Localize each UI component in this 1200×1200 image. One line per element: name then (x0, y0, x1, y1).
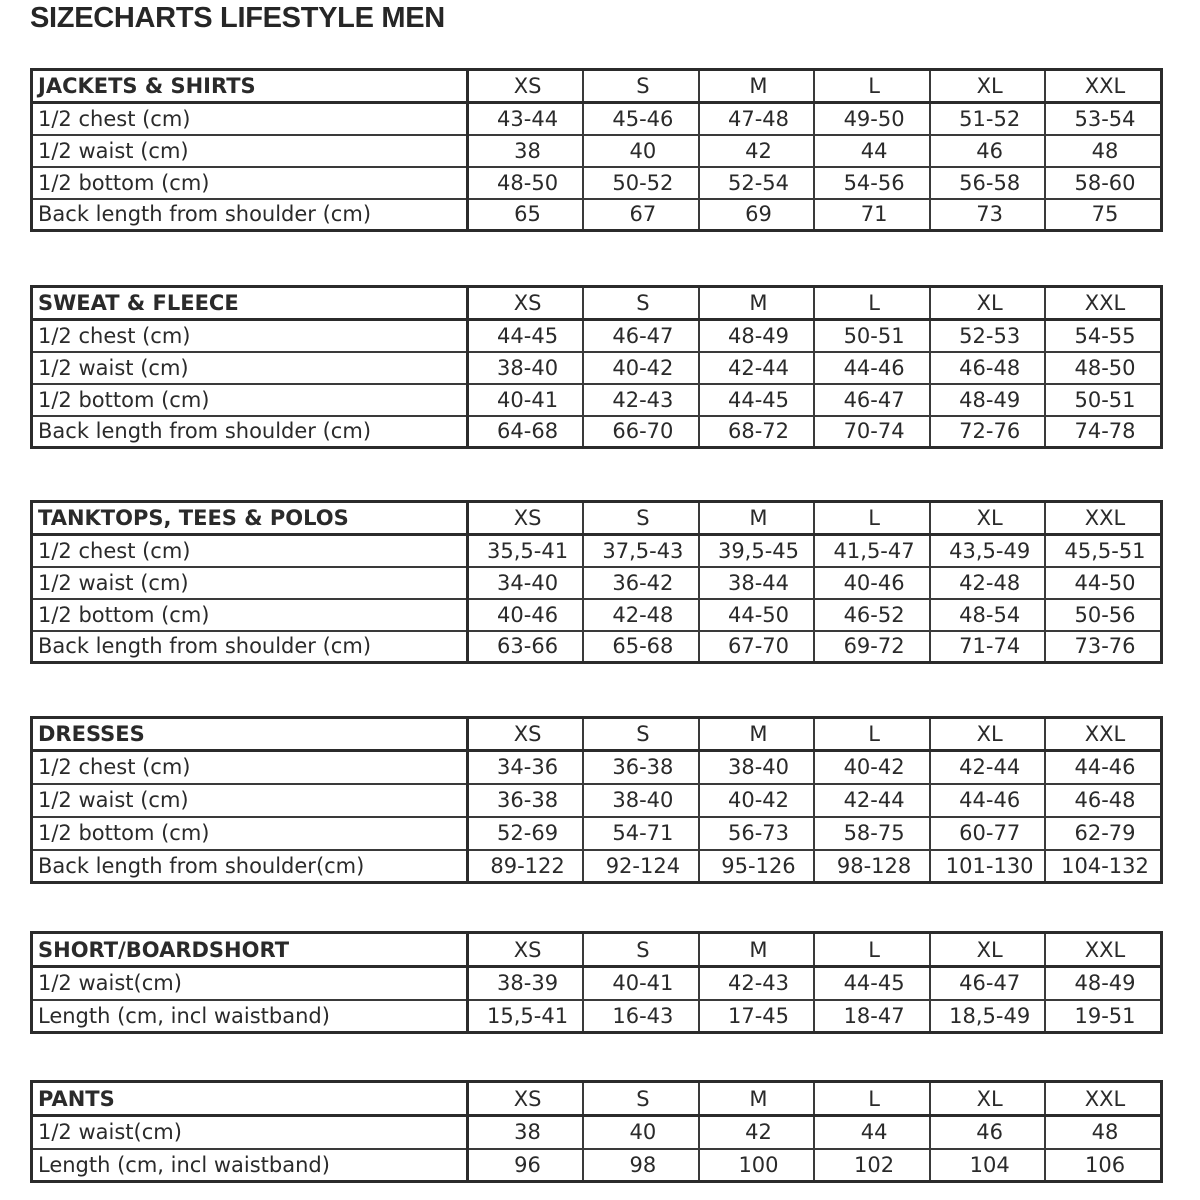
size-header-xxl: XXL (1045, 1082, 1161, 1116)
measurement-label: 1/2 waist(cm) (32, 967, 468, 1000)
size-value: 56-73 (699, 817, 815, 850)
size-value: 48-49 (930, 384, 1046, 416)
size-value: 40-42 (699, 784, 815, 817)
size-header-l: L (814, 70, 930, 103)
table-row (32, 850, 1162, 883)
measurement-label: 1/2 bottom (cm) (32, 817, 468, 850)
size-value: 42 (699, 1116, 815, 1149)
size-value: 46-47 (814, 384, 930, 416)
size-value: 35,5-41 (468, 535, 584, 567)
size-value: 38-39 (468, 967, 584, 1000)
size-value: 72-76 (930, 416, 1046, 448)
size-header-xl: XL (930, 933, 1046, 967)
size-value: 71-74 (930, 631, 1046, 663)
size-value: 104-132 (1045, 850, 1161, 883)
size-table-sweat-fleece (30, 285, 1163, 449)
table-row (32, 135, 1162, 167)
size-value: 65-68 (583, 631, 699, 663)
table-header-row (32, 70, 1162, 103)
measurement-label: 1/2 waist (cm) (32, 784, 468, 817)
size-value: 45-46 (583, 103, 699, 135)
size-value: 18,5-49 (930, 1000, 1046, 1033)
size-value: 36-38 (468, 784, 584, 817)
size-value: 48 (1045, 135, 1161, 167)
size-value: 42 (699, 135, 815, 167)
size-header-xs: XS (468, 1082, 584, 1116)
size-header-xs: XS (468, 287, 584, 320)
size-value: 51-52 (930, 103, 1046, 135)
size-value: 44-45 (814, 967, 930, 1000)
measurement-label: 1/2 waist (cm) (32, 352, 468, 384)
size-value: 68-72 (699, 416, 815, 448)
size-value: 43,5-49 (930, 535, 1046, 567)
size-value: 44-50 (699, 599, 815, 631)
size-value: 40-46 (468, 599, 584, 631)
table-row (32, 384, 1162, 416)
size-value: 44-46 (930, 784, 1046, 817)
size-value: 40-42 (814, 751, 930, 784)
size-value: 71 (814, 199, 930, 231)
measurement-label: 1/2 chest (cm) (32, 320, 468, 352)
size-value: 17-45 (699, 1000, 815, 1033)
size-header-s: S (583, 933, 699, 967)
size-value: 46-48 (930, 352, 1046, 384)
size-value: 50-51 (814, 320, 930, 352)
table-row (32, 416, 1162, 448)
size-value: 16-43 (583, 1000, 699, 1033)
size-value: 75 (1045, 199, 1161, 231)
size-value: 89-122 (468, 850, 584, 883)
size-value: 43-44 (468, 103, 584, 135)
table-row (32, 751, 1162, 784)
table-header-row (32, 933, 1162, 967)
table-category-title: JACKETS & SHIRTS (32, 70, 468, 103)
size-value: 42-48 (583, 599, 699, 631)
size-value: 95-126 (699, 850, 815, 883)
size-table-jackets-shirts (30, 68, 1163, 232)
size-value: 52-54 (699, 167, 815, 199)
size-value: 52-53 (930, 320, 1046, 352)
measurement-label: 1/2 bottom (cm) (32, 384, 468, 416)
table-header-row (32, 718, 1162, 751)
size-value: 48-50 (468, 167, 584, 199)
measurement-label: Back length from shoulder(cm) (32, 850, 468, 883)
size-value: 48-49 (1045, 967, 1161, 1000)
size-header-l: L (814, 933, 930, 967)
size-table-tanktops-tees-polos (30, 500, 1163, 664)
size-value: 54-71 (583, 817, 699, 850)
size-value: 38-40 (583, 784, 699, 817)
table-row (32, 567, 1162, 599)
size-value: 46-47 (583, 320, 699, 352)
size-header-m: M (699, 718, 815, 751)
size-value: 36-38 (583, 751, 699, 784)
measurement-label: 1/2 waist(cm) (32, 1116, 468, 1149)
table-row (32, 1149, 1162, 1182)
size-table-pants (30, 1080, 1163, 1183)
size-value: 44-46 (814, 352, 930, 384)
table-row (32, 352, 1162, 384)
size-value: 44-45 (699, 384, 815, 416)
table-row (32, 967, 1162, 1000)
size-value: 104 (930, 1149, 1046, 1182)
table-row (32, 1000, 1162, 1033)
size-header-xs: XS (468, 933, 584, 967)
size-value: 44 (814, 135, 930, 167)
size-value: 42-43 (699, 967, 815, 1000)
size-value: 106 (1045, 1149, 1161, 1182)
measurement-label: 1/2 waist (cm) (32, 567, 468, 599)
measurement-label: 1/2 chest (cm) (32, 535, 468, 567)
size-value: 40-42 (583, 352, 699, 384)
size-value: 50-56 (1045, 599, 1161, 631)
size-value: 38 (468, 1116, 584, 1149)
size-value: 69-72 (814, 631, 930, 663)
size-value: 58-75 (814, 817, 930, 850)
size-value: 46-52 (814, 599, 930, 631)
size-value: 41,5-47 (814, 535, 930, 567)
size-value: 53-54 (1045, 103, 1161, 135)
size-value: 42-48 (930, 567, 1046, 599)
size-value: 67-70 (699, 631, 815, 663)
size-header-s: S (583, 70, 699, 103)
size-value: 38-40 (699, 751, 815, 784)
size-header-m: M (699, 502, 815, 535)
size-value: 40-41 (468, 384, 584, 416)
size-header-xs: XS (468, 70, 584, 103)
size-header-m: M (699, 933, 815, 967)
page-title: SIZECHARTS LIFESTYLE MEN (30, 2, 445, 34)
size-value: 66-70 (583, 416, 699, 448)
measurement-label: Back length from shoulder (cm) (32, 199, 468, 231)
size-header-s: S (583, 718, 699, 751)
size-value: 46-48 (1045, 784, 1161, 817)
size-header-m: M (699, 70, 815, 103)
size-value: 18-47 (814, 1000, 930, 1033)
size-value: 50-51 (1045, 384, 1161, 416)
size-value: 38-44 (699, 567, 815, 599)
size-header-xl: XL (930, 1082, 1046, 1116)
size-value: 47-48 (699, 103, 815, 135)
size-header-xl: XL (930, 718, 1046, 751)
table-category-title: DRESSES (32, 718, 468, 751)
size-value: 42-43 (583, 384, 699, 416)
table-row (32, 103, 1162, 135)
size-value: 100 (699, 1149, 815, 1182)
size-value: 48-50 (1045, 352, 1161, 384)
size-value: 40-46 (814, 567, 930, 599)
size-value: 34-36 (468, 751, 584, 784)
size-value: 92-124 (583, 850, 699, 883)
size-value: 44 (814, 1116, 930, 1149)
size-header-xl: XL (930, 287, 1046, 320)
table-category-title: SHORT/BOARDSHORT (32, 933, 468, 967)
measurement-label: Back length from shoulder (cm) (32, 631, 468, 663)
size-value: 15,5-41 (468, 1000, 584, 1033)
measurement-label: 1/2 bottom (cm) (32, 599, 468, 631)
size-header-xs: XS (468, 718, 584, 751)
size-value: 48-49 (699, 320, 815, 352)
size-header-xs: XS (468, 502, 584, 535)
size-value: 63-66 (468, 631, 584, 663)
size-value: 98-128 (814, 850, 930, 883)
size-value: 74-78 (1045, 416, 1161, 448)
size-value: 98 (583, 1149, 699, 1182)
measurement-label: 1/2 chest (cm) (32, 103, 468, 135)
table-row (32, 631, 1162, 663)
table-row (32, 817, 1162, 850)
size-value: 45,5-51 (1045, 535, 1161, 567)
size-header-xxl: XXL (1045, 718, 1161, 751)
size-value: 54-55 (1045, 320, 1161, 352)
size-value: 48 (1045, 1116, 1161, 1149)
size-value: 52-69 (468, 817, 584, 850)
size-value: 69 (699, 199, 815, 231)
size-header-l: L (814, 1082, 930, 1116)
table-row (32, 1116, 1162, 1149)
size-value: 65 (468, 199, 584, 231)
measurement-label: Length (cm, incl waistband) (32, 1149, 468, 1182)
size-value: 101-130 (930, 850, 1046, 883)
size-header-xxl: XXL (1045, 933, 1161, 967)
measurement-label: 1/2 chest (cm) (32, 751, 468, 784)
size-header-xl: XL (930, 502, 1046, 535)
size-header-xxl: XXL (1045, 287, 1161, 320)
size-value: 44-46 (1045, 751, 1161, 784)
size-header-s: S (583, 502, 699, 535)
size-value: 40-41 (583, 967, 699, 1000)
size-value: 46-47 (930, 967, 1046, 1000)
measurement-label: Length (cm, incl waistband) (32, 1000, 468, 1033)
table-header-row (32, 502, 1162, 535)
size-value: 54-56 (814, 167, 930, 199)
size-header-l: L (814, 718, 930, 751)
size-header-s: S (583, 1082, 699, 1116)
size-value: 56-58 (930, 167, 1046, 199)
size-header-m: M (699, 1082, 815, 1116)
size-header-xl: XL (930, 70, 1046, 103)
size-value: 46 (930, 1116, 1046, 1149)
size-value: 64-68 (468, 416, 584, 448)
size-value: 60-77 (930, 817, 1046, 850)
size-value: 42-44 (814, 784, 930, 817)
table-category-title: SWEAT & FLEECE (32, 287, 468, 320)
table-row (32, 535, 1162, 567)
size-value: 58-60 (1045, 167, 1161, 199)
size-value: 40 (583, 135, 699, 167)
size-header-xxl: XXL (1045, 502, 1161, 535)
size-header-l: L (814, 287, 930, 320)
size-value: 67 (583, 199, 699, 231)
measurement-label: 1/2 waist (cm) (32, 135, 468, 167)
size-value: 73 (930, 199, 1046, 231)
size-value: 62-79 (1045, 817, 1161, 850)
size-value: 19-51 (1045, 1000, 1161, 1033)
size-value: 42-44 (930, 751, 1046, 784)
size-value: 46 (930, 135, 1046, 167)
size-value: 44-45 (468, 320, 584, 352)
size-header-m: M (699, 287, 815, 320)
size-value: 73-76 (1045, 631, 1161, 663)
table-row (32, 167, 1162, 199)
size-value: 102 (814, 1149, 930, 1182)
size-value: 34-40 (468, 567, 584, 599)
size-value: 48-54 (930, 599, 1046, 631)
table-header-row (32, 287, 1162, 320)
table-row (32, 320, 1162, 352)
size-value: 36-42 (583, 567, 699, 599)
size-value: 37,5-43 (583, 535, 699, 567)
table-category-title: PANTS (32, 1082, 468, 1116)
size-value: 96 (468, 1149, 584, 1182)
table-category-title: TANKTOPS, TEES & POLOS (32, 502, 468, 535)
size-value: 42-44 (699, 352, 815, 384)
size-value: 38-40 (468, 352, 584, 384)
size-header-xxl: XXL (1045, 70, 1161, 103)
table-row (32, 599, 1162, 631)
size-value: 38 (468, 135, 584, 167)
measurement-label: Back length from shoulder (cm) (32, 416, 468, 448)
size-value: 39,5-45 (699, 535, 815, 567)
size-value: 44-50 (1045, 567, 1161, 599)
table-row (32, 784, 1162, 817)
size-header-s: S (583, 287, 699, 320)
size-table-short-boardshort (30, 931, 1163, 1034)
size-header-l: L (814, 502, 930, 535)
size-value: 49-50 (814, 103, 930, 135)
size-value: 50-52 (583, 167, 699, 199)
size-value: 70-74 (814, 416, 930, 448)
size-table-dresses (30, 716, 1163, 884)
table-header-row (32, 1082, 1162, 1116)
measurement-label: 1/2 bottom (cm) (32, 167, 468, 199)
table-row (32, 199, 1162, 231)
size-value: 40 (583, 1116, 699, 1149)
